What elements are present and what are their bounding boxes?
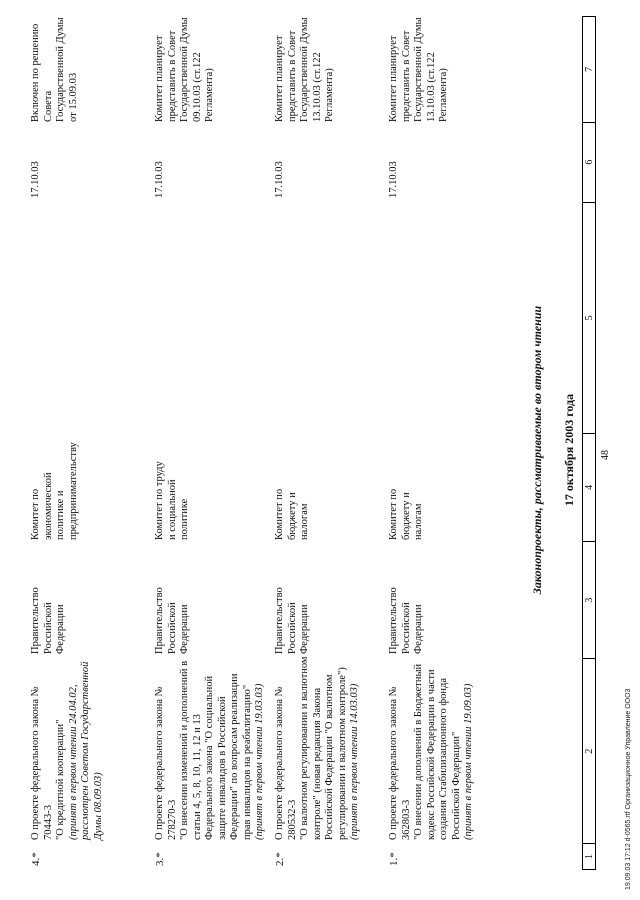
- column-header-1: 1: [583, 843, 595, 869]
- bill-date: 17.10.03: [30, 161, 41, 198]
- row-number: 1.*: [388, 852, 400, 866]
- page-number: 48: [600, 450, 611, 460]
- column-header-5: 5: [583, 202, 595, 433]
- column-header-3: 3: [583, 541, 595, 659]
- bills-table: [0, 16, 520, 870]
- bill-description: [154, 655, 267, 840]
- table-header: [582, 16, 596, 870]
- table-row: [274, 16, 402, 870]
- column-header-6: 6: [583, 122, 595, 202]
- section-date: 17 октября 2003 года: [562, 393, 576, 507]
- bill-reading-note: (принят в первом чтении 19.09.03): [463, 683, 474, 840]
- bill-subtitle: "О кредитной кооперации": [55, 719, 66, 840]
- row-number: 4.*: [30, 852, 42, 866]
- row-number: 3.*: [154, 852, 166, 866]
- bill-initiator: Правительство Российской Федерации: [30, 587, 66, 654]
- bill-subtitle: "О валютном регулировании и валютном контроле" (новая редакция Закона Российской Федерации "О валютном регулировании и валютном контроле"): [299, 656, 348, 840]
- bill-committee: Комитет по бюджету и налогам: [274, 488, 310, 540]
- column-header-4: 4: [583, 433, 595, 541]
- bill-status: Включен по решению Совета Государственной Думы от 15.09.03: [30, 17, 79, 122]
- section-title: Законопроекты, рассматриваемые во втором чтении: [530, 305, 544, 595]
- bill-reading-note: (принят в первом чтении 14.03.03): [349, 683, 360, 840]
- bill-initiator: Правительство Российской Федерации: [154, 587, 190, 654]
- bill-description: [274, 655, 362, 840]
- footer-text: 19.09.03 17:12 d-0565.rtf Организационное Управление ООО3: [625, 688, 632, 890]
- bill-status: Комитет планирует представить в Совет Государственной Думы 13.10.03 (ст.122 Регламента): [388, 17, 449, 122]
- table-row: [30, 16, 158, 870]
- bill-subtitle: "О внесении изменений и дополнений в статьи 4, 5, 8, 10, 11, 12 и 13 Федерального закона "О социальной защите инвалидов в Российской Федерации" по вопросам реализации прав инвалидов на реабилитацию": [179, 660, 253, 840]
- bill-reading-note: (принят в первом чтении 24.04.02, рассмотрен Советом Государственной Думы 08.09.03): [67, 661, 104, 840]
- bill-committee: Комитет по экономической политике и предпринимательству: [30, 442, 79, 540]
- bill-title: О проекте федерального закона № 278270-3: [154, 686, 178, 840]
- bill-committee: Комитет по бюджету и налогам: [388, 488, 424, 540]
- table-row: [388, 16, 516, 870]
- bill-status: Комитет планирует представить в Совет Государственной Думы 09.10.03 (ст.122 Регламента): [154, 17, 215, 122]
- bill-description: [30, 655, 105, 840]
- bill-date: 17.10.03: [388, 161, 399, 198]
- bill-committee: Комитет по труду и социальной политике: [154, 461, 190, 540]
- bill-initiator: Правительство Российской Федерации: [388, 587, 424, 654]
- bill-reading-note: (принят в первом чтении 19.03.03): [254, 683, 265, 840]
- column-header-7: 7: [583, 66, 595, 72]
- bill-initiator: Правительство Российской Федерации: [274, 587, 310, 654]
- bill-title: О проекте федерального закона № 70443-3: [30, 686, 54, 840]
- bill-subtitle: "О внесении дополнений в Бюджетный кодекс Российской Федерации в части создания Стабилизационного фонда Российской Федерации": [413, 663, 462, 840]
- bill-status: Комитет планирует представить в Совет Государственной Думы 13.10.03 (ст.122 Регламента): [274, 17, 335, 122]
- bill-date: 17.10.03: [274, 161, 285, 198]
- bill-title: О проекте федерального закона № 280532-3: [274, 686, 298, 840]
- bill-title: О проекте федерального закона № 362803-3: [388, 686, 412, 840]
- table-row: [154, 16, 282, 870]
- bill-date: 17.10.03: [154, 161, 165, 198]
- row-number: 2.*: [274, 852, 286, 866]
- column-header-2: 2: [583, 659, 595, 844]
